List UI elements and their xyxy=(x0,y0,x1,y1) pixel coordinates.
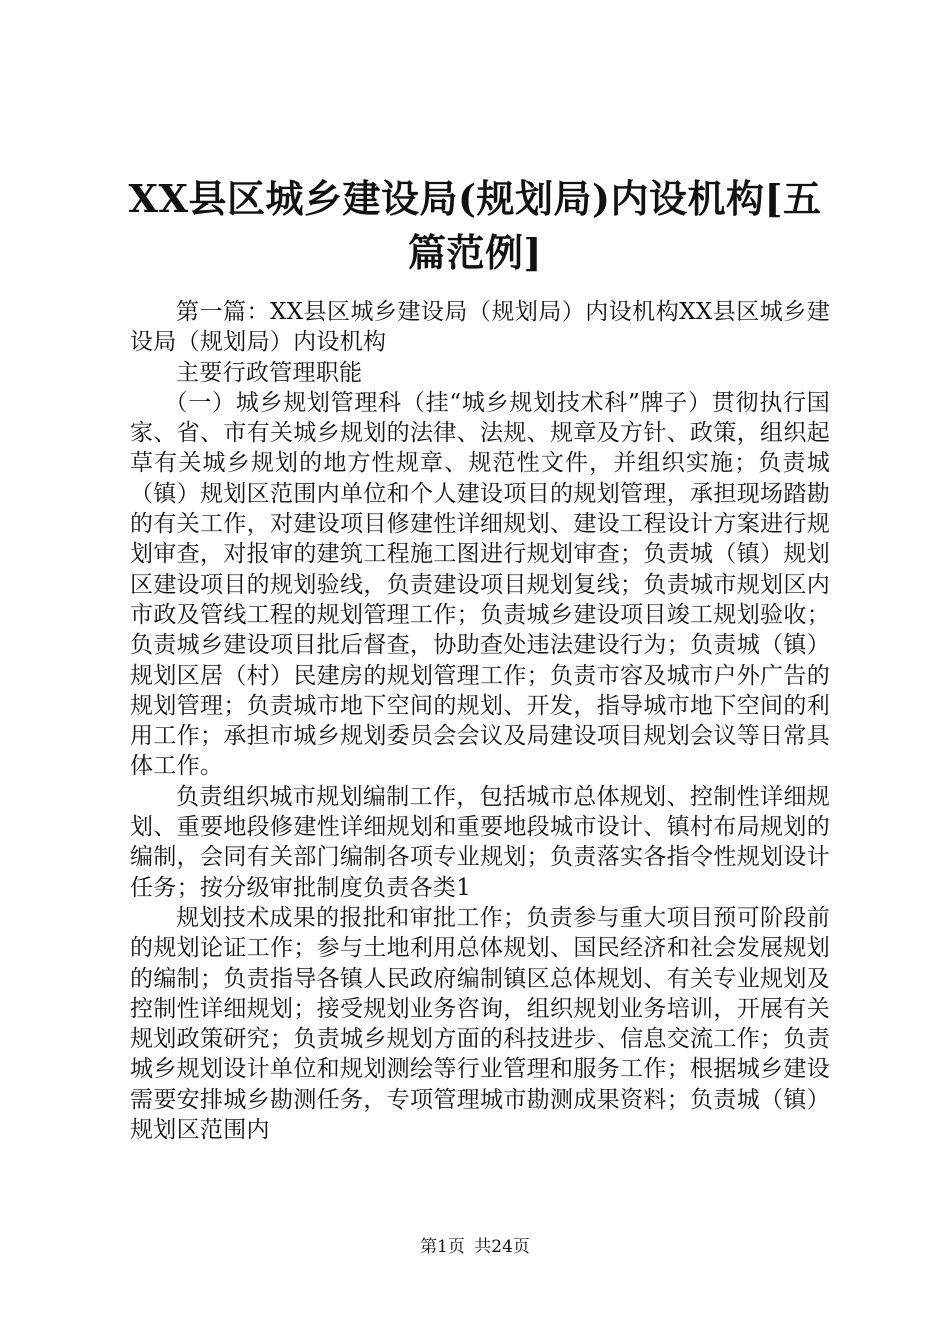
paragraph-section-1: （一）城乡规划管理科（挂“城乡规划技术科”牌子）贯彻执行国家、省、市有关城乡规划的法律、法规、规章及方针、政策，组织起草有关城乡规划的地方性规章、规范性文件，并组织实施；负责城（镇）规划区范围内单位和个人建设项目的规划管理，承担现场踏勘的有关工作，对建设项目修建性详细规划、建设工程设计方案进行规划审查，对报审的建筑工程施工图进行规划审查；负责城（镇）规划区建设项目的规划验线，负责建设项目规划复线；负责城市规划区内市政及管线工程的规划管理工作；负责城乡建设项目竣工规划验收；负责城乡建设项目批后督查，协助查处违法建设行为；负责城（镇）规划区居（村）民建房的规划管理工作；负责市容及城市户外广告的规划管理；负责城市地下空间的规划、开发，指导城市地下空间的利用工作；承担市城乡规划委员会会议及局建设项目规划会议等日常具体工作。 xyxy=(130,389,830,780)
page-number: 第1页 xyxy=(420,1237,465,1257)
page-total: 共24页 xyxy=(474,1237,530,1257)
page-footer xyxy=(0,1236,950,1258)
paragraph-intro: 第一篇：XX县区城乡建设局（规划局）内设机构XX县区城乡建设局（规划局）内设机构 xyxy=(130,299,830,356)
document-body xyxy=(130,297,830,1145)
paragraph-section-2: 负责组织城市规划编制工作，包括城市总体规划、控制性详细规划、重要地段修建性详细规划和重要地段城市设计、镇村布局规划的编制，会同有关部门编制各项专业规划；负责落实各指令性规划设计任务；按分级审批制度负责各类1 xyxy=(130,783,830,901)
paragraph-heading: 主要行政管理职能 xyxy=(176,359,363,386)
paragraph-section-3: 规划技术成果的报批和审批工作；负责参与重大项目预可阶段前的规划论证工作；参与土地利用总体规划、国民经济和社会发展规划的编制；负责指导各镇人民政府编制镇区总体规划、有关专业规划及控制性详细规划；接受规划业务咨询，组织规划业务培训，开展有关规划政策研究；负责城乡规划方面的科技进步、信息交流工作；负责城乡规划设计单位和规划测绘等行业管理和服务工作；根据城乡建设需要安排城乡勘测任务，专项管理城市勘测成果资料；负责城（镇）规划区范围内 xyxy=(130,904,830,1144)
document-title: XX县区城乡建设局(规划局)内设机构[五篇范例] xyxy=(128,176,822,275)
